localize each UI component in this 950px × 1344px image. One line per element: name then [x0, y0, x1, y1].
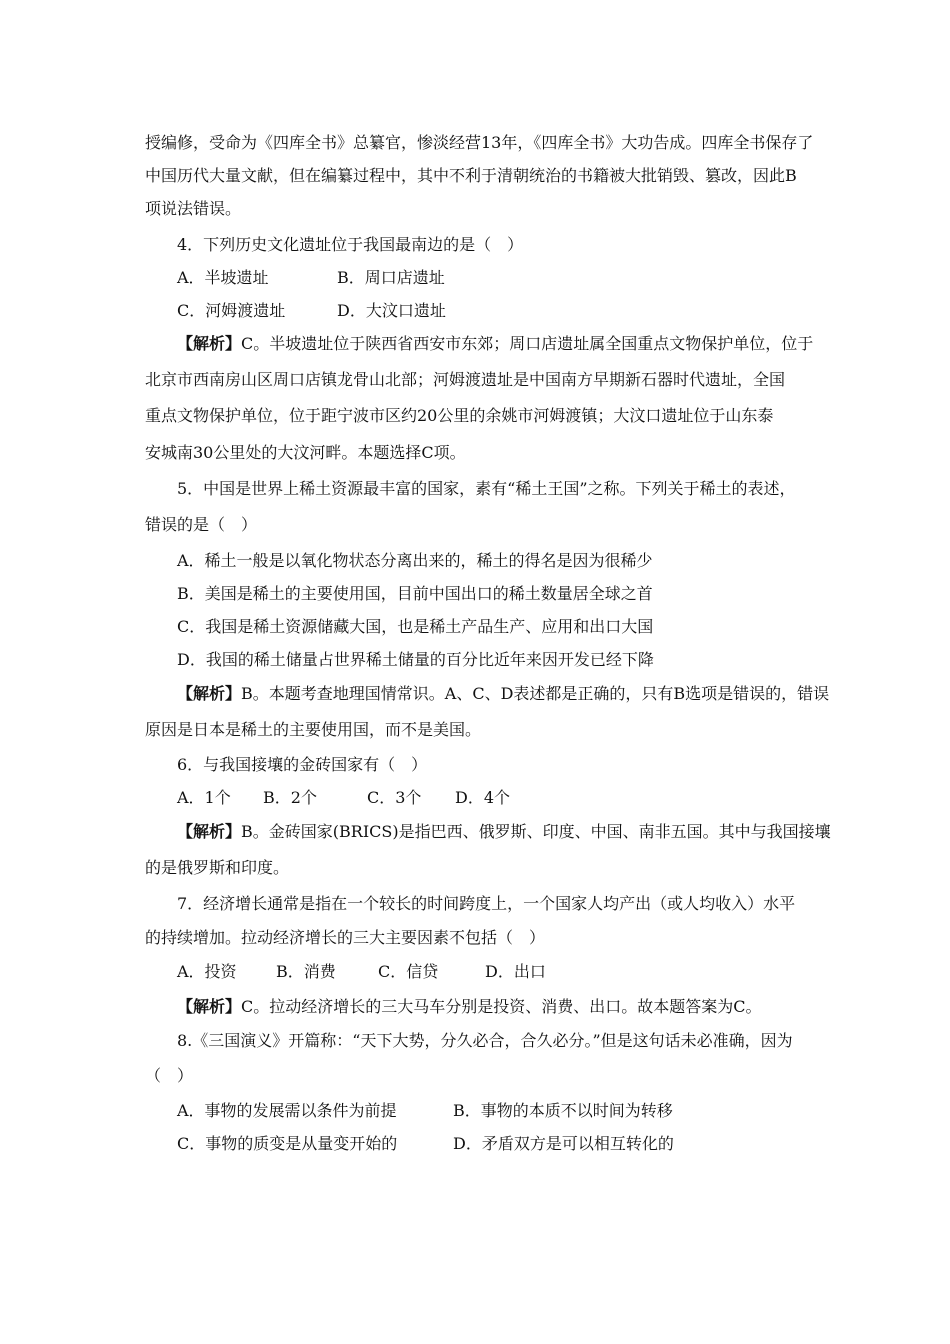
option-d: D．4个 [455, 788, 511, 807]
question-5: 5．中国是世界上稀土资源最丰富的国家，素有“稀土王国”之称。下列关于稀土的表述， [177, 479, 796, 498]
option-d: D．大汶口遗址 [337, 301, 446, 320]
answer-text: C。拉动经济增长的三大马车分别是投资、消费、出口。故本题答案为C。 [241, 997, 762, 1016]
answer-5-line: 原因是日本是稀土的主要使用国，而不是美国。 [145, 720, 482, 739]
question-8-options-row-2 [177, 1127, 810, 1160]
answer-7-line [177, 990, 810, 1023]
answer-text: C。半坡遗址位于陕西省西安市东郊；周口店遗址属全国重点文物保护单位，位于 [241, 334, 814, 353]
option-c: C．3个 [367, 788, 422, 807]
question-6: 6．与我国接壤的金砖国家有（ ） [177, 755, 428, 774]
option-b: B．2个 [263, 788, 317, 807]
answer-4-line: 安城南30公里处的大汶河畔。本题选择C项。 [145, 443, 466, 462]
answer-4-line: 北京市西南房山区周口店镇龙骨山北部；河姆渡遗址是中国南方早期新石器时代遗址，全国 [145, 370, 786, 389]
paragraph-line: 中国历代大量文献，但在编纂过程中，其中不利于清朝统治的书籍被大批销毁、篡改，因此B [145, 166, 797, 185]
option-a: A．半坡遗址 [177, 268, 269, 287]
question-4: 4．下列历史文化遗址位于我国最南边的是（ ） [177, 235, 524, 254]
question-7-options [177, 955, 810, 988]
answer-6-line [177, 815, 831, 848]
option-d: D．我国的稀土储量占世界稀土储量的百分比近年来因开发已经下降 [177, 650, 654, 669]
option-b: B．周口店遗址 [337, 268, 445, 287]
answer-4-line [177, 327, 814, 360]
question-5-cont: 错误的是（ ） [145, 515, 258, 534]
question-6-options [177, 781, 810, 814]
option-c: C．我国是稀土资源储藏大国，也是稀土产品生产、应用和出口大国 [177, 617, 654, 636]
question-8-options-row-1 [177, 1094, 810, 1127]
answer-label: 【解析】 [177, 684, 242, 703]
question-8-cont: （ ） [145, 1066, 194, 1085]
option-c: C．河姆渡遗址 [177, 301, 286, 320]
option-b: B．事物的本质不以时间为转移 [453, 1101, 673, 1120]
question-8: 8.《三国演义》开篇称：“天下大势，分久必合，合久必分。”但是这句话未必准确，因为 [177, 1031, 793, 1050]
question-7: 7．经济增长通常是指在一个较长的时间跨度上，一个国家人均产出（或人均收入）水平 [177, 894, 796, 913]
option-c: C．信贷 [378, 962, 439, 981]
answer-text: B。本题考查地理国情常识。A、C、D表述都是正确的，只有B选项是错误的，错误 [241, 684, 830, 703]
option-c: C．事物的质变是从量变开始的 [177, 1134, 398, 1153]
option-a: A．1个 [177, 788, 231, 807]
option-b: B．美国是稀土的主要使用国，目前中国出口的稀土数量居全球之首 [177, 584, 653, 603]
answer-6-line: 的是俄罗斯和印度。 [145, 858, 290, 877]
question-4-options-row-2 [177, 294, 810, 327]
paragraph-line: 授编修，受命为《四库全书》总纂官，惨淡经营13年，《四库全书》大功告成。四库全书保存了 [145, 133, 814, 152]
question-4-options-row-1 [177, 261, 810, 294]
answer-label: 【解析】 [177, 822, 242, 841]
option-d: D．出口 [485, 962, 546, 981]
option-a: A．事物的发展需以条件为前提 [177, 1101, 397, 1120]
option-b: B．消费 [276, 962, 336, 981]
answer-label: 【解析】 [177, 997, 242, 1016]
option-d: D．矛盾双方是可以相互转化的 [453, 1134, 674, 1153]
answer-5-line [177, 677, 830, 710]
answer-text: B。金砖国家(BRICS)是指巴西、俄罗斯、印度、中国、南非五国。其中与我国接壤 [241, 822, 831, 841]
answer-4-line: 重点文物保护单位，位于距宁波市区约20公里的余姚市河姆渡镇；大汶口遗址位于山东泰 [145, 406, 774, 425]
question-7-cont: 的持续增加。拉动经济增长的三大主要因素不包括（ ） [145, 928, 546, 947]
option-a: A．稀土一般是以氧化物状态分离出来的，稀土的得名是因为很稀少 [177, 551, 653, 570]
option-a: A．投资 [177, 962, 237, 981]
answer-label: 【解析】 [177, 334, 242, 353]
paragraph-line: 项说法错误。 [145, 199, 242, 218]
